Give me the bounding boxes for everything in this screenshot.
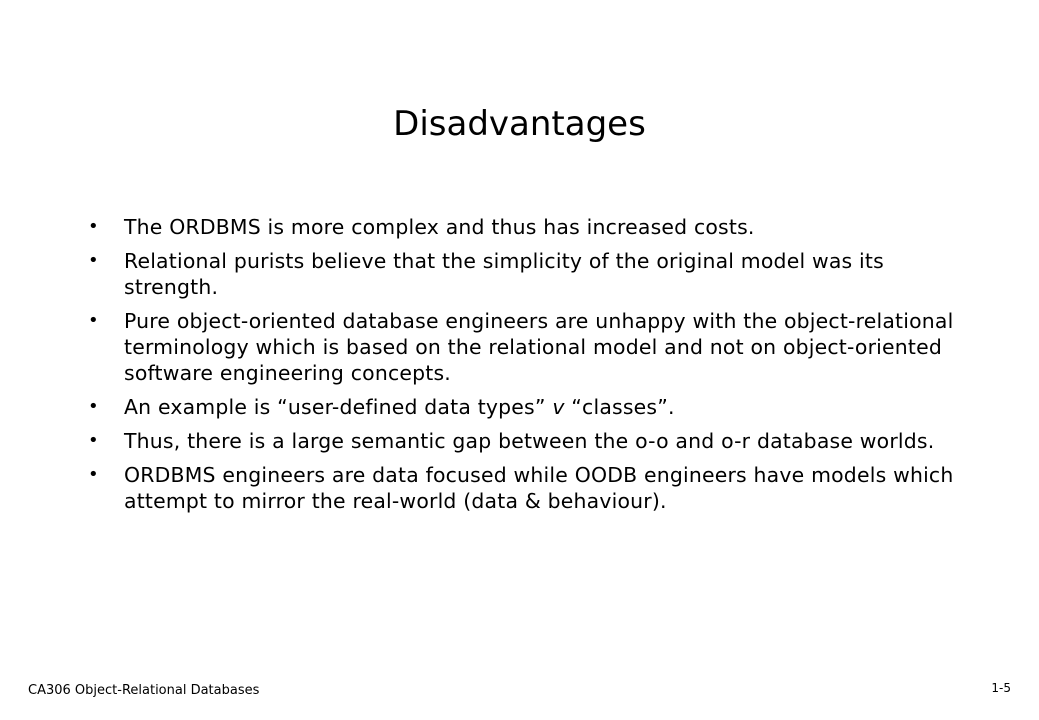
bullet-item-data-focused <box>86 462 966 514</box>
slide-title: Disadvantages <box>393 104 646 144</box>
bullet-item-costs <box>86 214 966 240</box>
bullet-icon: • <box>88 464 99 485</box>
bullet-icon: • <box>88 396 99 417</box>
bullet-text: ORDBMS engineers are data focused while OODB engineers have models which attempt to mirror the real-world (data & behaviour). <box>124 463 954 513</box>
bullet-text-post: “classes”. <box>564 395 675 419</box>
footer-page-number: 1-5 <box>991 681 1011 695</box>
bullet-text: Pure object-oriented database engineers are unhappy with the object-relational terminology which is based on the relational model and not on object-oriented software engineering concepts. <box>124 309 954 385</box>
bullet-text: Thus, there is a large semantic gap between the o-o and o-r database worlds. <box>124 429 935 453</box>
bullet-item-example <box>86 394 966 420</box>
bullet-text: Relational purists believe that the simplicity of the original model was its strength. <box>124 249 884 299</box>
bullet-list <box>86 214 966 522</box>
bullet-text-pre: An example is “user-defined data types” <box>124 395 553 419</box>
bullet-text-italic: v <box>552 395 565 419</box>
bullet-item-oo-engineers <box>86 308 966 386</box>
bullet-icon: • <box>88 216 99 237</box>
bullet-icon: • <box>88 250 99 271</box>
bullet-icon: • <box>88 310 99 331</box>
bullet-text: The ORDBMS is more complex and thus has increased costs. <box>124 215 755 239</box>
bullet-item-semantic-gap <box>86 428 966 454</box>
footer-course-title: CA306 Object-Relational Databases <box>28 683 260 698</box>
bullet-item-purists <box>86 248 966 300</box>
bullet-icon: • <box>88 430 99 451</box>
